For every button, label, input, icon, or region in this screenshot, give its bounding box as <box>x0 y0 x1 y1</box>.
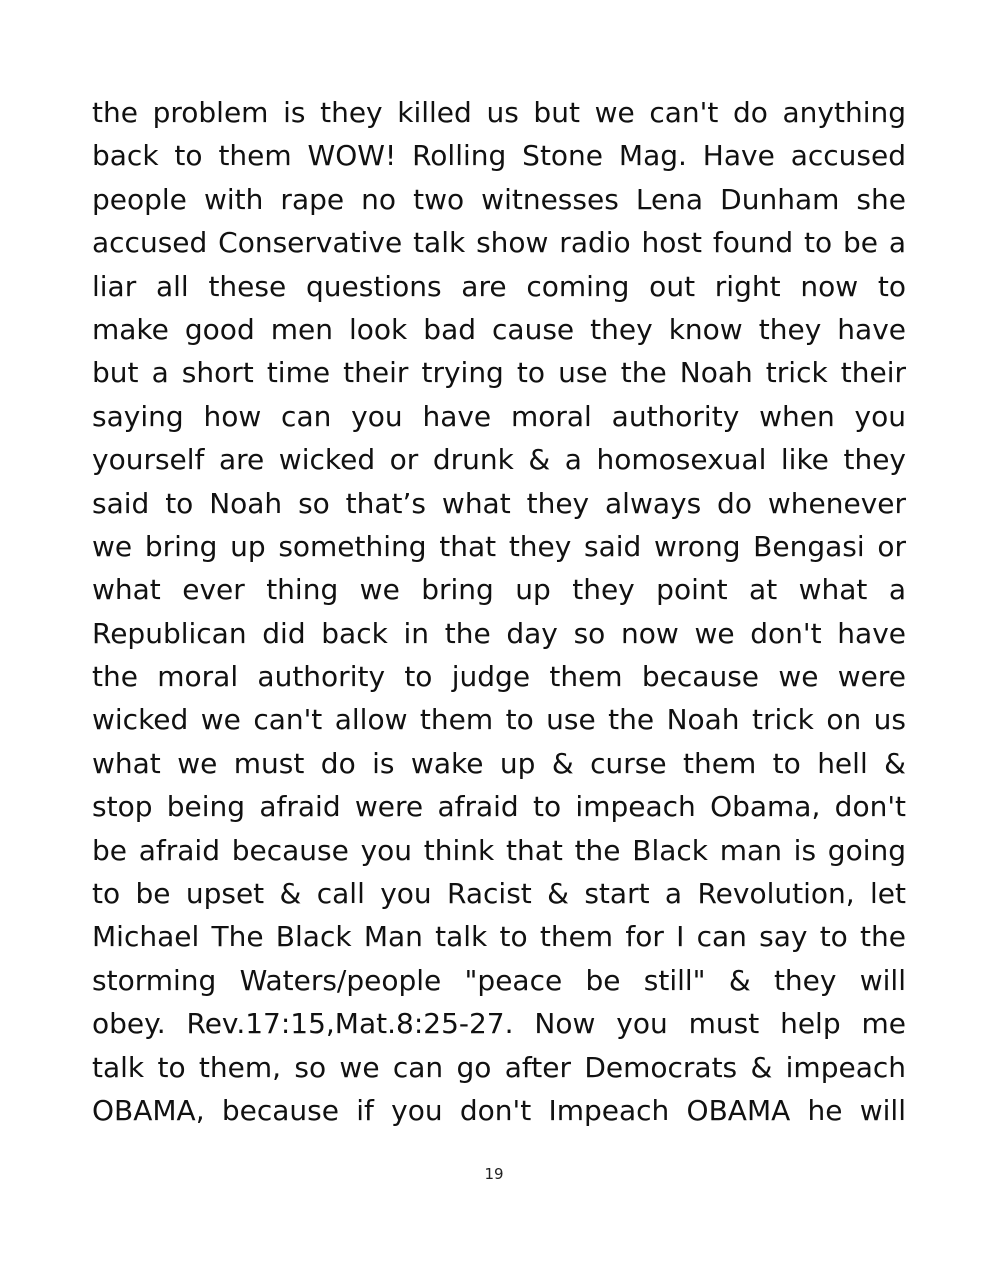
text-line: be afraid because you think that the Black man is going <box>92 833 906 867</box>
text-line: liar all these questions are coming out right now to <box>92 269 906 303</box>
text-line: to be upset & call you Racist & start a Revolution, let <box>92 877 906 911</box>
text-line: saying how can you have moral authority when you <box>92 399 906 433</box>
page-number: 19 <box>484 1165 504 1183</box>
text-line: people with rape no two witnesses Lena Dunham she <box>92 182 906 216</box>
text-line: Michael The Black Man talk to them for I can say to the <box>92 920 906 954</box>
text-line: what ever thing we bring up they point at what a <box>92 573 906 607</box>
text-line: obey. Rev.17:15,Mat.8:25-27. Now you must help me <box>92 1007 906 1041</box>
text-line: wicked we can't allow them to use the Noah trick on us <box>92 703 906 737</box>
text-line: storming Waters/people "peace be still" & they will <box>92 963 906 997</box>
text-line: what we must do is wake up & curse them to hell & <box>92 746 906 780</box>
text-line: OBAMA, because if you don't Impeach OBAMA he will <box>92 1093 906 1127</box>
text-line: make good men look bad cause they know they have <box>92 312 906 346</box>
text-line: back to them WOW! Rolling Stone Mag. Have accused <box>92 139 906 173</box>
text-line: yourself are wicked or drunk & a homosexual like they <box>92 443 906 477</box>
text-line: but a short time their trying to use the Noah trick their <box>92 356 906 390</box>
text-line: accused Conservative talk show radio host found to be a <box>92 226 906 260</box>
text-line: said to Noah so that’s what they always do whenever <box>92 486 906 520</box>
text-line: we bring up something that they said wrong Bengasi or <box>92 529 906 563</box>
body-text <box>92 91 906 1132</box>
text-line: Republican did back in the day so now we don't have <box>92 616 906 650</box>
text-line: stop being afraid were afraid to impeach Obama, don't <box>92 790 906 824</box>
text-line: the problem is they killed us but we can't do anything <box>92 96 906 129</box>
text-line: the moral authority to judge them because we were <box>92 660 906 694</box>
text-line: talk to them, so we can go after Democrats & impeach <box>92 1050 906 1084</box>
